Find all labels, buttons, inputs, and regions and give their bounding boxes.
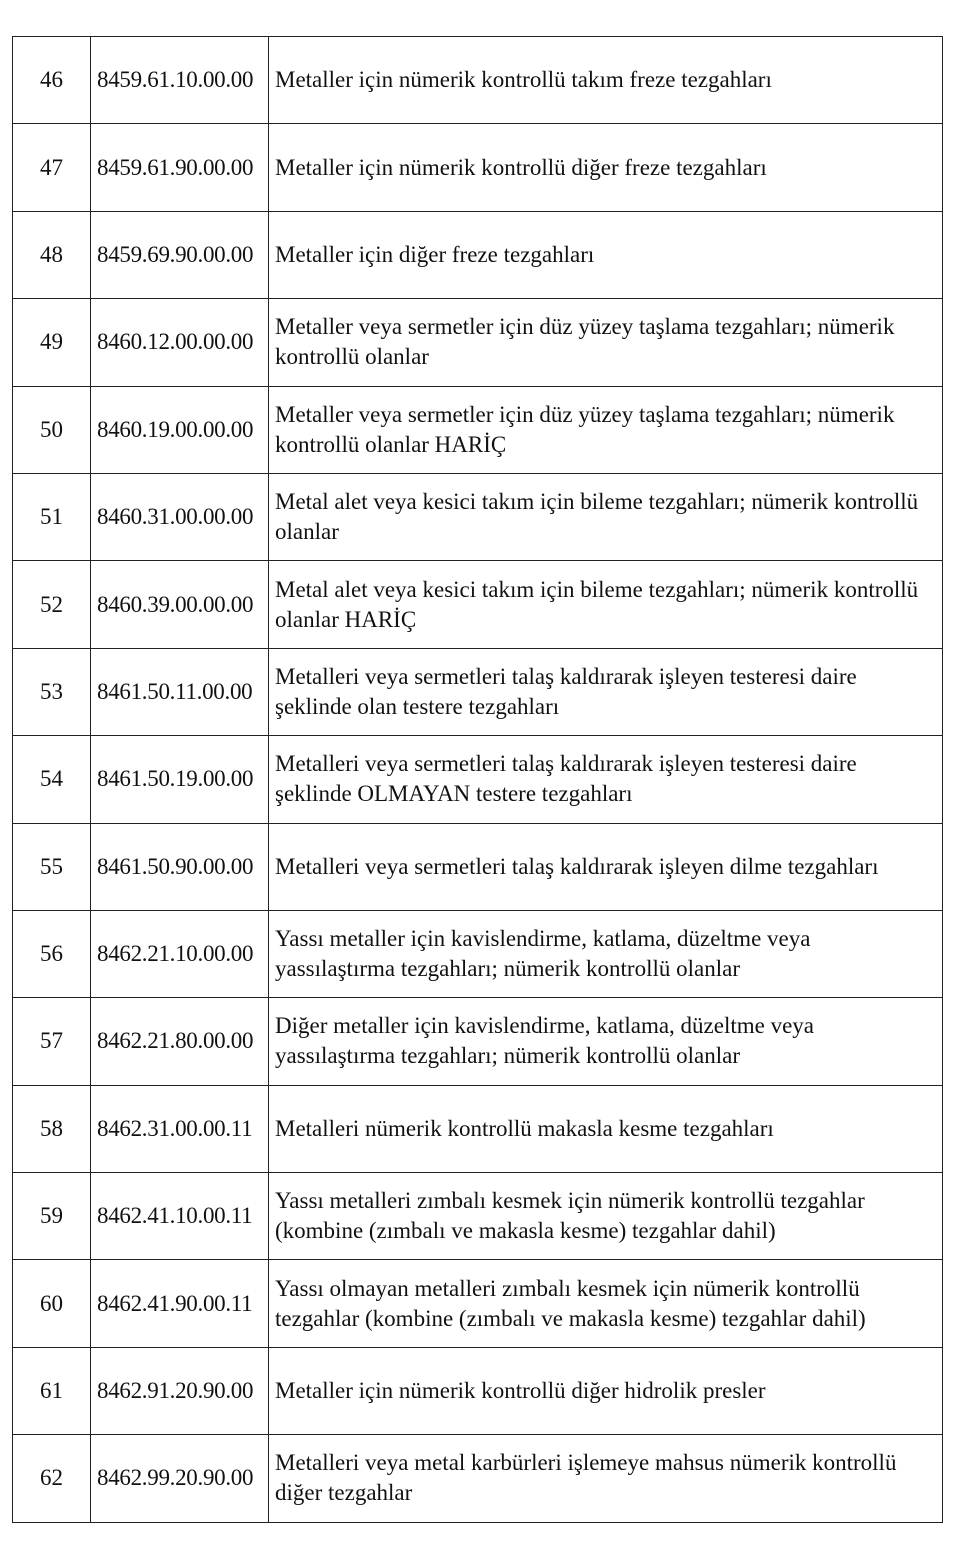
tariff-code: 8459.61.90.00.00 [91, 124, 269, 210]
table-row [13, 824, 943, 911]
row-number: 54 [13, 736, 91, 822]
row-number: 52 [13, 561, 91, 647]
description: Metalleri veya sermetleri talaş kaldırarak işleyen testeresi daire şeklinde OLMAYAN testere tezgahları [269, 736, 943, 822]
tariff-code: 8460.12.00.00.00 [91, 299, 269, 385]
table-row [13, 474, 943, 561]
table-row [13, 212, 943, 299]
tariff-code: 8460.39.00.00.00 [91, 561, 269, 647]
table-row [13, 37, 943, 124]
description: Yassı olmayan metalleri zımbalı kesmek için nümerik kontrollü tezgahlar (kombine (zımbalı ve makasla kesme) tezgahlar dahil) [269, 1260, 943, 1346]
row-number: 56 [13, 911, 91, 997]
row-number: 47 [13, 124, 91, 210]
description: Metalleri veya metal karbürleri işlemeye mahsus nümerik kontrollü diğer tezgahlar [269, 1435, 943, 1521]
description: Metaller için nümerik kontrollü diğer freze tezgahları [269, 124, 943, 210]
table-row [13, 561, 943, 648]
tariff-code: 8459.61.10.00.00 [91, 37, 269, 123]
table-row [13, 736, 943, 823]
tariff-code: 8462.99.20.90.00 [91, 1435, 269, 1521]
row-number: 51 [13, 474, 91, 560]
row-number: 50 [13, 387, 91, 473]
description: Metalleri veya sermetleri talaş kaldırarak işleyen testeresi daire şeklinde olan testere tezgahları [269, 649, 943, 735]
description: Metal alet veya kesici takım için bileme tezgahları; nümerik kontrollü olanlar [269, 474, 943, 560]
row-number: 57 [13, 998, 91, 1084]
description: Yassı metalleri zımbalı kesmek için nümerik kontrollü tezgahlar (kombine (zımbalı ve makasla kesme) tezgahlar dahil) [269, 1173, 943, 1259]
row-number: 49 [13, 299, 91, 385]
tariff-code: 8460.19.00.00.00 [91, 387, 269, 473]
table-row [13, 124, 943, 211]
description: Metalleri nümerik kontrollü makasla kesme tezgahları [269, 1086, 943, 1172]
tariff-code: 8462.41.10.00.11 [91, 1173, 269, 1259]
row-number: 55 [13, 824, 91, 910]
row-number: 53 [13, 649, 91, 735]
table-row [13, 1173, 943, 1260]
table-row [13, 649, 943, 736]
table-row [13, 299, 943, 386]
tariff-code: 8461.50.11.00.00 [91, 649, 269, 735]
description: Metaller için diğer freze tezgahları [269, 212, 943, 298]
tariff-code: 8462.21.10.00.00 [91, 911, 269, 997]
table-row [13, 1260, 943, 1347]
description: Metaller veya sermetler için düz yüzey taşlama tezgahları; nümerik kontrollü olanlar [269, 299, 943, 385]
table-row [13, 1086, 943, 1173]
tariff-code: 8462.91.20.90.00 [91, 1348, 269, 1434]
row-number: 60 [13, 1260, 91, 1346]
tariff-code: 8460.31.00.00.00 [91, 474, 269, 560]
tariff-code: 8459.69.90.00.00 [91, 212, 269, 298]
description: Yassı metaller için kavislendirme, katlama, düzeltme veya yassılaştırma tezgahları; nümerik kontrollü olanlar [269, 911, 943, 997]
row-number: 58 [13, 1086, 91, 1172]
description: Metaller için nümerik kontrollü diğer hidrolik presler [269, 1348, 943, 1434]
row-number: 62 [13, 1435, 91, 1521]
table-row [13, 1435, 943, 1522]
description: Metaller veya sermetler için düz yüzey taşlama tezgahları; nümerik kontrollü olanlar HARİÇ [269, 387, 943, 473]
tariff-code: 8462.41.90.00.11 [91, 1260, 269, 1346]
table-row [13, 1348, 943, 1435]
tariff-table [12, 36, 943, 1523]
description: Diğer metaller için kavislendirme, katlama, düzeltme veya yassılaştırma tezgahları; nümerik kontrollü olanlar [269, 998, 943, 1084]
row-number: 59 [13, 1173, 91, 1259]
description: Metaller için nümerik kontrollü takım freze tezgahları [269, 37, 943, 123]
description: Metalleri veya sermetleri talaş kaldırarak işleyen dilme tezgahları [269, 824, 943, 910]
table-row [13, 387, 943, 474]
table-row [13, 998, 943, 1085]
tariff-code: 8461.50.19.00.00 [91, 736, 269, 822]
row-number: 61 [13, 1348, 91, 1434]
tariff-code: 8462.21.80.00.00 [91, 998, 269, 1084]
table-row [13, 911, 943, 998]
tariff-code: 8462.31.00.00.11 [91, 1086, 269, 1172]
row-number: 48 [13, 212, 91, 298]
description: Metal alet veya kesici takım için bileme tezgahları; nümerik kontrollü olanlar HARİÇ [269, 561, 943, 647]
tariff-code: 8461.50.90.00.00 [91, 824, 269, 910]
row-number: 46 [13, 37, 91, 123]
